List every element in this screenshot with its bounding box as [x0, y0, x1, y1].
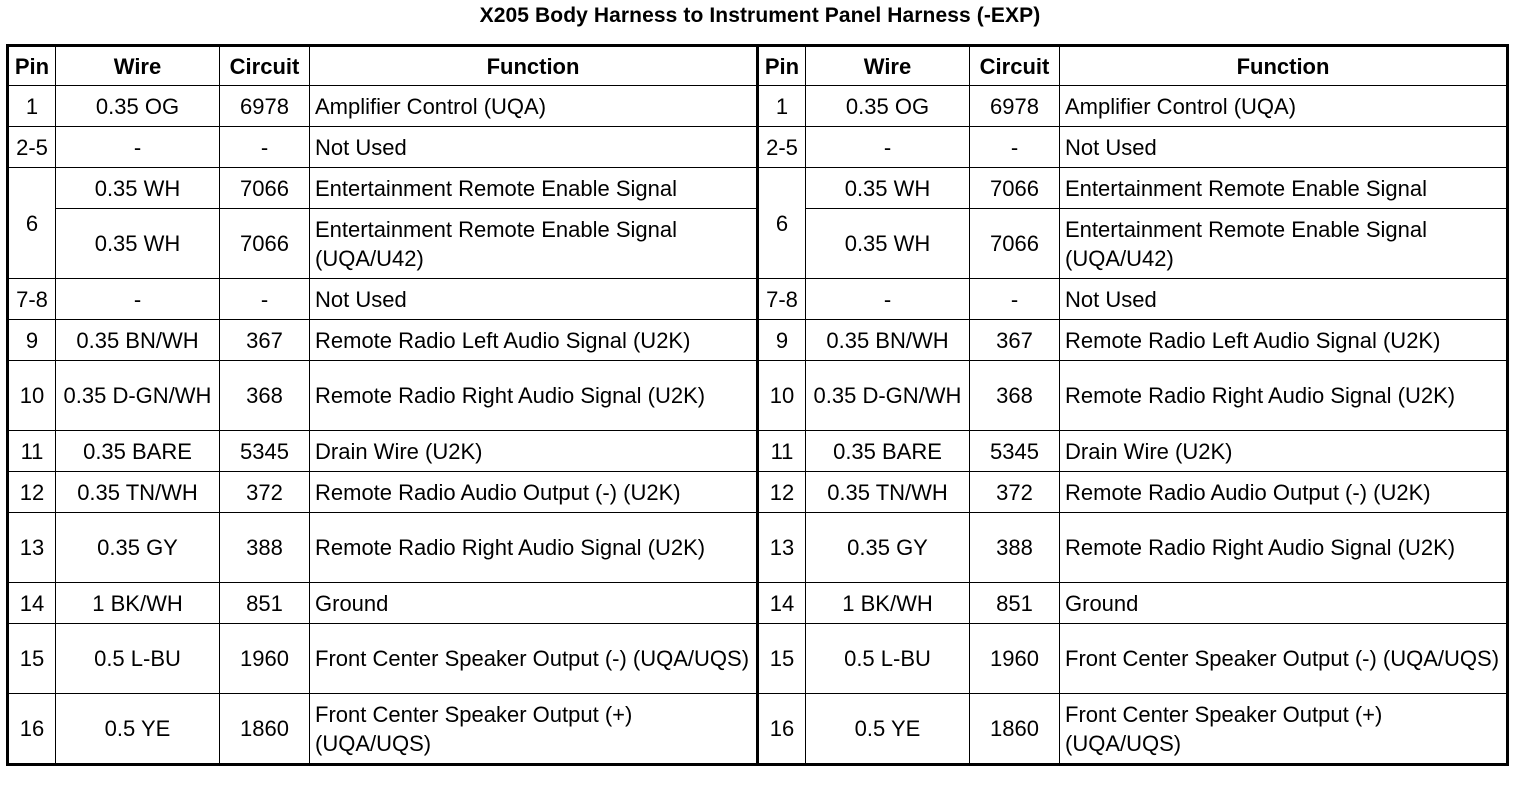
wire-cell-right: 0.35 BARE	[806, 431, 970, 472]
wire-cell-left: -	[56, 127, 220, 168]
pin-cell-right: 10	[758, 361, 806, 431]
wire-cell-right: 0.5 YE	[806, 694, 970, 765]
pin-cell-left: 7-8	[8, 279, 56, 320]
circuit-cell-left: 388	[220, 513, 310, 583]
table-row	[8, 624, 1508, 694]
circuit-cell-left: -	[220, 279, 310, 320]
circuit-cell-left: 372	[220, 472, 310, 513]
pin-cell-right: 13	[758, 513, 806, 583]
function-cell-right: Amplifier Control (UQA)	[1060, 86, 1508, 127]
function-cell-left: Amplifier Control (UQA)	[310, 86, 758, 127]
function-cell-left: Front Center Speaker Output (-) (UQA/UQS)	[310, 624, 758, 694]
circuit-cell-left: 6978	[220, 86, 310, 127]
circuit-cell-left: 7066	[220, 168, 310, 209]
wire-cell-right: 0.5 L-BU	[806, 624, 970, 694]
pin-cell-right: 2-5	[758, 127, 806, 168]
header-circuit-left: Circuit	[220, 46, 310, 86]
circuit-cell-right: 1960	[970, 624, 1060, 694]
circuit-cell-left: 1960	[220, 624, 310, 694]
circuit-cell-right: 367	[970, 320, 1060, 361]
pin-cell-left: 9	[8, 320, 56, 361]
header-circuit-right: Circuit	[970, 46, 1060, 86]
function-cell-left: Remote Radio Audio Output (-) (U2K)	[310, 472, 758, 513]
pin-cell-right: 11	[758, 431, 806, 472]
pin-cell-left: 2-5	[8, 127, 56, 168]
wire-cell-right: 0.35 WH	[806, 209, 970, 279]
function-cell-left: Remote Radio Left Audio Signal (U2K)	[310, 320, 758, 361]
wire-cell-left: 0.5 YE	[56, 694, 220, 765]
wire-cell-right: 0.35 D-GN/WH	[806, 361, 970, 431]
function-cell-right: Front Center Speaker Output (-) (UQA/UQS)	[1060, 624, 1508, 694]
function-cell-right: Entertainment Remote Enable Signal (UQA/U42)	[1060, 209, 1508, 279]
circuit-cell-right: 5345	[970, 431, 1060, 472]
pin-cell-left: 16	[8, 694, 56, 765]
function-cell-left: Not Used	[310, 279, 758, 320]
function-cell-right: Entertainment Remote Enable Signal	[1060, 168, 1508, 209]
function-cell-right: Remote Radio Right Audio Signal (U2K)	[1060, 361, 1508, 431]
pin-cell-right: 9	[758, 320, 806, 361]
pin-cell-right: 12	[758, 472, 806, 513]
circuit-cell-left: 368	[220, 361, 310, 431]
circuit-cell-left: 367	[220, 320, 310, 361]
pin-cell-left: 10	[8, 361, 56, 431]
connector-pinout-table	[6, 44, 1509, 766]
pin-cell-right: 16	[758, 694, 806, 765]
pin-cell-left: 13	[8, 513, 56, 583]
circuit-cell-left: -	[220, 127, 310, 168]
circuit-cell-right: -	[970, 279, 1060, 320]
wire-cell-left: 0.35 D-GN/WH	[56, 361, 220, 431]
function-cell-left: Remote Radio Right Audio Signal (U2K)	[310, 361, 758, 431]
circuit-cell-left: 5345	[220, 431, 310, 472]
circuit-cell-right: 851	[970, 583, 1060, 624]
circuit-cell-right: 1860	[970, 694, 1060, 765]
wire-cell-right: 0.35 GY	[806, 513, 970, 583]
wire-cell-right: 0.35 OG	[806, 86, 970, 127]
table-row	[8, 583, 1508, 624]
header-wire-right: Wire	[806, 46, 970, 86]
pin-cell-left: 6	[8, 168, 56, 279]
pin-cell-right: 15	[758, 624, 806, 694]
pin-cell-left: 14	[8, 583, 56, 624]
wire-cell-left: 0.35 BN/WH	[56, 320, 220, 361]
table-row	[8, 361, 1508, 431]
function-cell-left: Drain Wire (U2K)	[310, 431, 758, 472]
table-row	[8, 127, 1508, 168]
table-row	[8, 694, 1508, 765]
pin-cell-left: 1	[8, 86, 56, 127]
circuit-cell-left: 7066	[220, 209, 310, 279]
circuit-cell-left: 1860	[220, 694, 310, 765]
wire-cell-left: 0.35 OG	[56, 86, 220, 127]
function-cell-right: Front Center Speaker Output (+) (UQA/UQS)	[1060, 694, 1508, 765]
header-row	[8, 46, 1508, 86]
wire-cell-right: -	[806, 279, 970, 320]
function-cell-left: Not Used	[310, 127, 758, 168]
table-row	[8, 431, 1508, 472]
pin-cell-left: 11	[8, 431, 56, 472]
function-cell-right: Remote Radio Right Audio Signal (U2K)	[1060, 513, 1508, 583]
circuit-cell-right: 7066	[970, 168, 1060, 209]
wire-cell-left: 0.35 WH	[56, 209, 220, 279]
wire-cell-left: 0.35 WH	[56, 168, 220, 209]
wire-cell-right: -	[806, 127, 970, 168]
function-cell-right: Drain Wire (U2K)	[1060, 431, 1508, 472]
circuit-cell-right: 7066	[970, 209, 1060, 279]
function-cell-right: Not Used	[1060, 279, 1508, 320]
table-row	[8, 86, 1508, 127]
function-cell-right: Remote Radio Left Audio Signal (U2K)	[1060, 320, 1508, 361]
table-row	[8, 168, 1508, 209]
function-cell-left: Entertainment Remote Enable Signal (UQA/U42)	[310, 209, 758, 279]
wire-cell-left: 0.35 GY	[56, 513, 220, 583]
header-function-left: Function	[310, 46, 758, 86]
pin-cell-right: 7-8	[758, 279, 806, 320]
table-row	[8, 513, 1508, 583]
wire-cell-left: 0.35 TN/WH	[56, 472, 220, 513]
circuit-cell-right: -	[970, 127, 1060, 168]
function-cell-left: Ground	[310, 583, 758, 624]
circuit-cell-right: 368	[970, 361, 1060, 431]
header-wire-left: Wire	[56, 46, 220, 86]
pin-cell-left: 15	[8, 624, 56, 694]
circuit-cell-right: 372	[970, 472, 1060, 513]
function-cell-right: Remote Radio Audio Output (-) (U2K)	[1060, 472, 1508, 513]
pin-cell-right: 1	[758, 86, 806, 127]
wire-cell-left: 1 BK/WH	[56, 583, 220, 624]
wire-cell-right: 0.35 TN/WH	[806, 472, 970, 513]
pin-cell-left: 12	[8, 472, 56, 513]
wire-cell-left: 0.35 BARE	[56, 431, 220, 472]
wire-cell-left: 0.5 L-BU	[56, 624, 220, 694]
wire-cell-right: 0.35 WH	[806, 168, 970, 209]
page-title: X205 Body Harness to Instrument Panel Harness (-EXP)	[479, 4, 1041, 27]
header-pin-right: Pin	[758, 46, 806, 86]
table-row	[8, 279, 1508, 320]
pin-cell-right: 6	[758, 168, 806, 279]
connector-table-container	[6, 44, 1509, 766]
table-row	[8, 472, 1508, 513]
circuit-cell-left: 851	[220, 583, 310, 624]
circuit-cell-right: 6978	[970, 86, 1060, 127]
pin-cell-right: 14	[758, 583, 806, 624]
function-cell-right: Not Used	[1060, 127, 1508, 168]
header-function-right: Function	[1060, 46, 1508, 86]
function-cell-left: Front Center Speaker Output (+) (UQA/UQS)	[310, 694, 758, 765]
table-row	[8, 320, 1508, 361]
function-cell-right: Ground	[1060, 583, 1508, 624]
header-pin-left: Pin	[8, 46, 56, 86]
wire-cell-left: -	[56, 279, 220, 320]
wire-cell-right: 0.35 BN/WH	[806, 320, 970, 361]
circuit-cell-right: 388	[970, 513, 1060, 583]
function-cell-left: Entertainment Remote Enable Signal	[310, 168, 758, 209]
wire-cell-right: 1 BK/WH	[806, 583, 970, 624]
function-cell-left: Remote Radio Right Audio Signal (U2K)	[310, 513, 758, 583]
